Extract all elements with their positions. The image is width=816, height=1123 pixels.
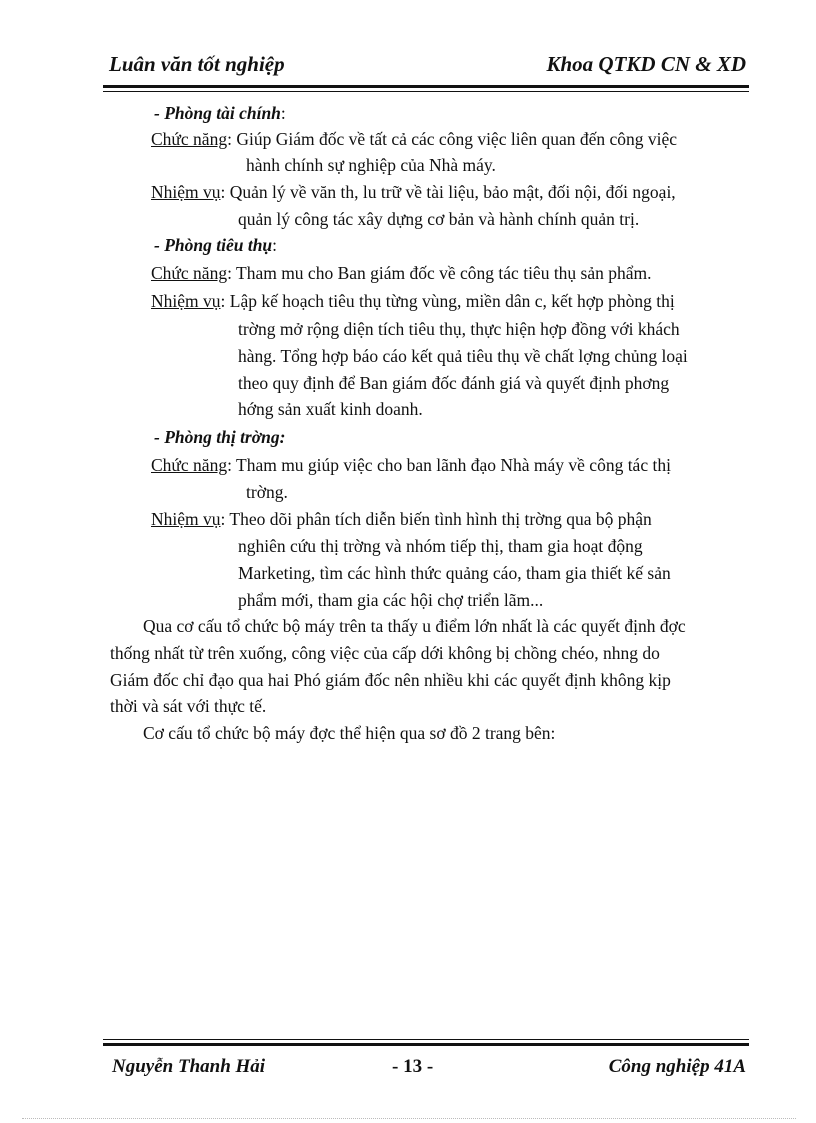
nhiem-vu-line: hớng sản xuất kinh doanh. <box>238 399 423 419</box>
section-title-thi-truong: - Phòng thị trờng: <box>154 427 286 447</box>
paragraph-line: Cơ cấu tổ chức bộ máy đợc thể hiện qua sơ đồ 2 trang bên: <box>143 723 556 743</box>
footer-rule-thick <box>103 1043 749 1046</box>
header-rule-thick <box>103 85 749 88</box>
nhiem-vu-line: quản lý công tác xây dựng cơ bản và hành chính quản trị. <box>238 209 640 229</box>
nhiem-vu-line: Marketing, tìm các hình thức quảng cáo, tham gia thiết kế sản <box>238 563 671 583</box>
header-rule-thin <box>103 91 749 92</box>
nhiem-vu-line: Nhiệm vụ: Theo dõi phân tích diễn biến tình hình thị trờng qua bộ phận <box>151 509 652 529</box>
section-title-tai-chinh: - Phòng tài chính: <box>154 103 286 123</box>
chuc-nang-line: hành chính sự nghiệp của Nhà máy. <box>246 155 496 175</box>
chuc-nang-line: Chức năng: Tham mu giúp việc cho ban lãnh đạo Nhà máy về công tác thị <box>151 455 671 475</box>
nhiem-vu-line: Nhiệm vụ: Lập kế hoạch tiêu thụ từng vùng, miền dân c, kết hợp phòng thị <box>151 291 675 311</box>
page-bottom-dotted-line <box>22 1118 796 1119</box>
paragraph-line: thống nhất từ trên xuống, công việc của cấp dới không bị chồng chéo, nhng do <box>110 643 660 663</box>
footer-page-number: - 13 - <box>392 1056 434 1077</box>
footer-author: Nguyễn Thanh Hải <box>112 1056 266 1077</box>
nhiem-vu-line: nghiên cứu thị trờng và nhóm tiếp thị, tham gia hoạt động <box>238 536 643 556</box>
section-title-tieu-thu: - Phòng tiêu thụ: <box>154 235 278 255</box>
footer-class: Công nghiệp 41A <box>608 1056 746 1077</box>
paragraph-line: Qua cơ cấu tổ chức bộ máy trên ta thấy u điểm lớn nhất là các quyết định đợc <box>143 616 686 636</box>
paragraph-line: Giám đốc chỉ đạo qua hai Phó giám đốc nên nhiều khi các quyết định không kịp <box>110 670 671 690</box>
paragraph-line: thời và sát với thực tế. <box>110 696 267 716</box>
header-left-title: Luân văn tốt nghiệp <box>109 52 285 76</box>
chuc-nang-line: trờng. <box>246 482 288 502</box>
nhiem-vu-line: hàng. Tổng hợp báo cáo kết quả tiêu thụ về chất lợng chủng loại <box>238 346 688 366</box>
chuc-nang-line: Chức năng: Tham mu cho Ban giám đốc về công tác tiêu thụ sản phẩm. <box>151 263 652 283</box>
footer-rule-thin <box>103 1039 749 1040</box>
nhiem-vu-line: theo quy định để Ban giám đốc đánh giá và quyết định phơng <box>238 373 670 393</box>
header-right-title: Khoa QTKD CN & XD <box>546 52 746 76</box>
chuc-nang-line: Chức năng: Giúp Giám đốc về tất cả các công việc liên quan đến công việc <box>151 129 678 149</box>
nhiem-vu-line: trờng mở rộng diện tích tiêu thụ, thực hiện hợp đồng với khách <box>238 319 680 339</box>
nhiem-vu-line: Nhiệm vụ: Quản lý về văn th, lu trữ về tài liệu, bảo mật, đối nội, đối ngoại, <box>151 182 676 202</box>
nhiem-vu-line: phẩm mới, tham gia các hội chợ triển lãm... <box>238 590 544 610</box>
